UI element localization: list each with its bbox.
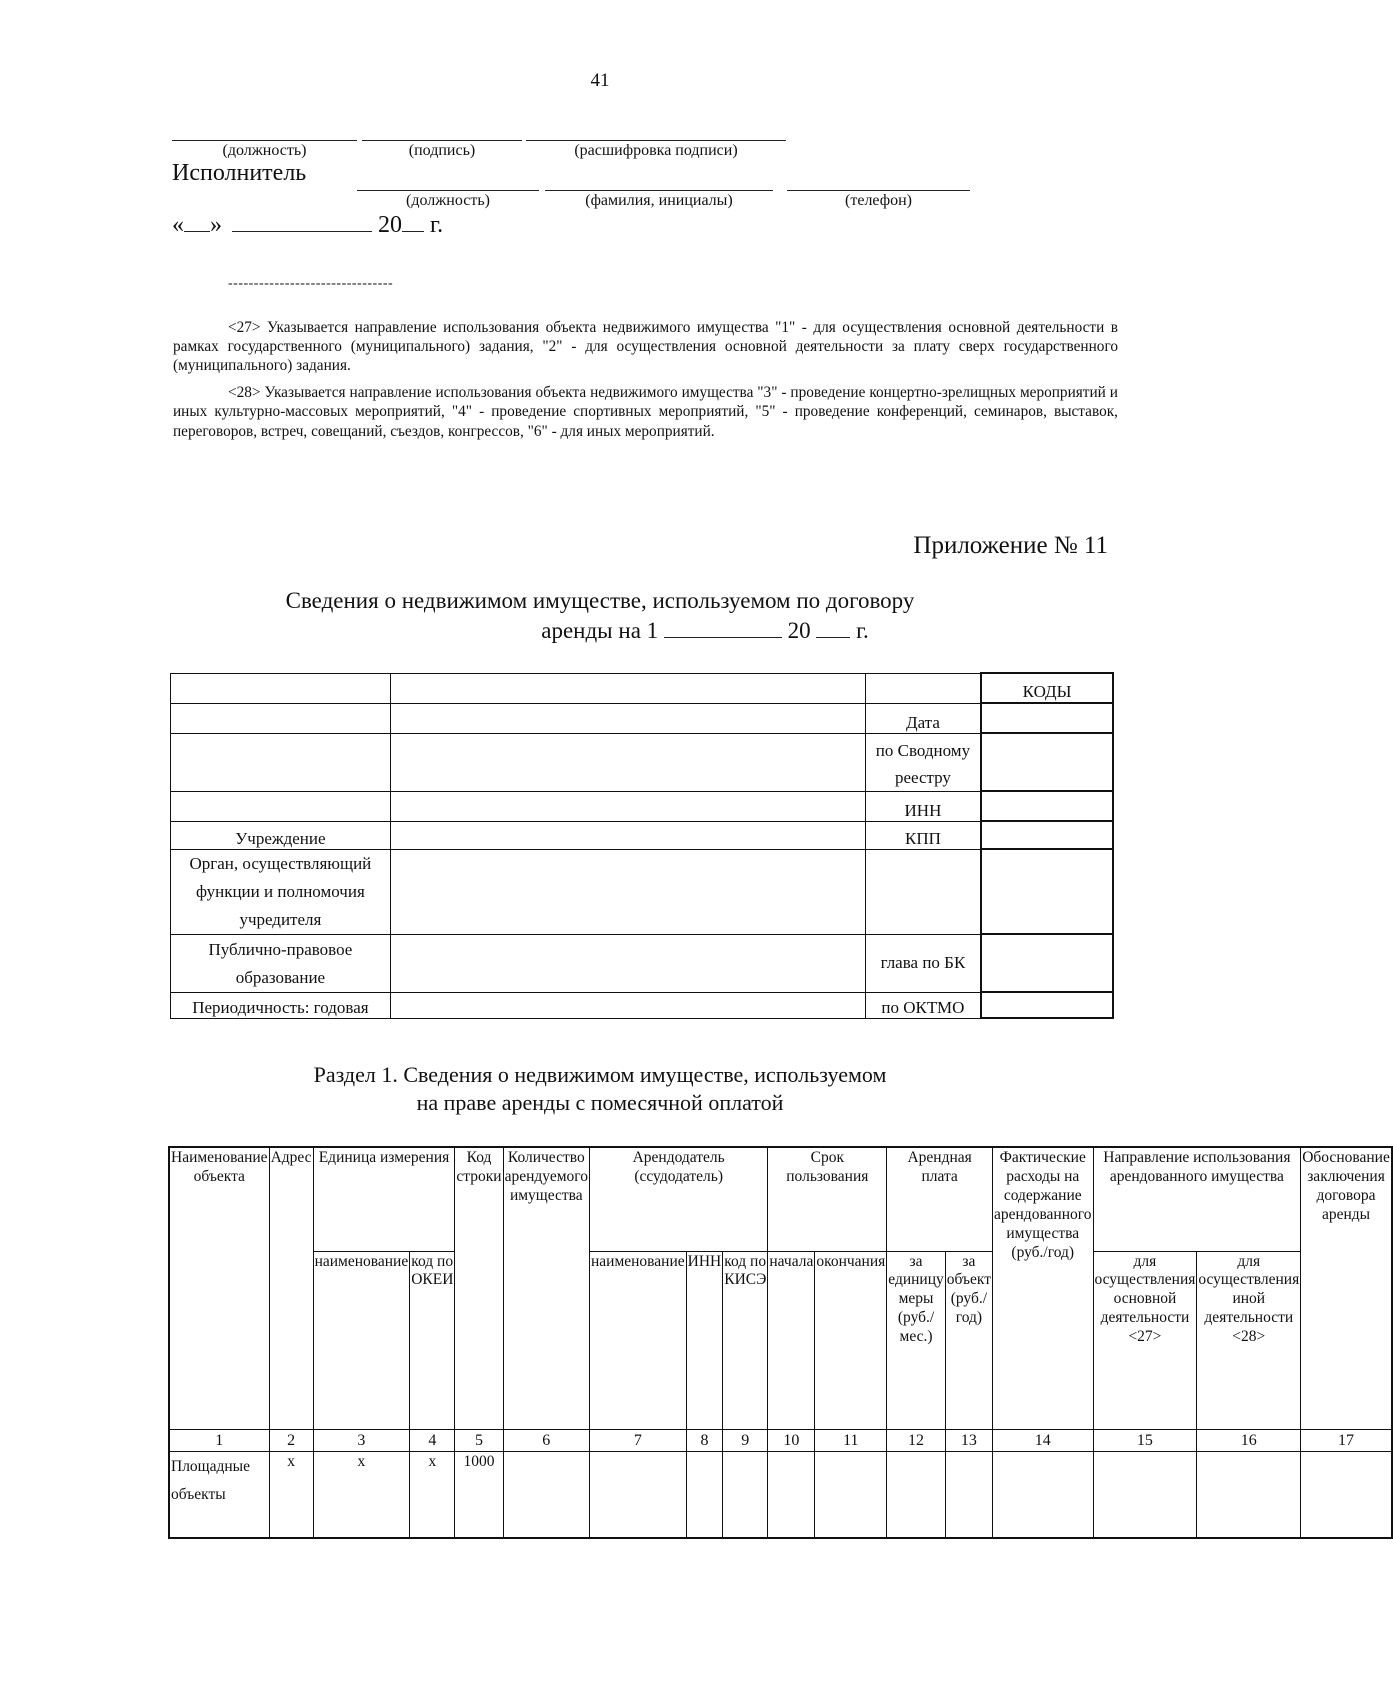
row-term-end-cell[interactable] bbox=[815, 1452, 887, 1538]
position-line bbox=[172, 140, 357, 141]
founder-code-cell[interactable] bbox=[981, 849, 1113, 934]
column-numbers-row bbox=[169, 1429, 1392, 1452]
col-qty-header: Количество арендуемого имущества bbox=[503, 1147, 589, 1429]
col-number: 5 bbox=[455, 1429, 503, 1452]
col-number: 4 bbox=[410, 1429, 455, 1452]
col-unit-name-header: наименование bbox=[313, 1251, 410, 1429]
col-number: 7 bbox=[589, 1429, 686, 1452]
registry-label: по Сводному реестру bbox=[865, 733, 981, 791]
public-entity-label: Публично-правовое образование bbox=[171, 934, 391, 992]
col-name-header: Наименование объекта bbox=[169, 1147, 269, 1429]
col-number: 10 bbox=[768, 1429, 815, 1452]
col-kise-header: код по КИСЭ bbox=[723, 1251, 768, 1429]
periodicity-label: Периодичность: годовая bbox=[171, 992, 391, 1018]
signature-line bbox=[362, 140, 522, 141]
col-number: 14 bbox=[993, 1429, 1094, 1452]
founder-label: Орган, осуществляющий функции и полномочия учредителя bbox=[171, 849, 391, 934]
year-blank bbox=[402, 213, 424, 232]
footnote-28: <28> Указывается направление использования объекта недвижимого имущества "3" - проведение концертно-зрелищных мероприятий и иных культурно-массовых мероприятий, "4" - проведение спортивных мероприятий, "5" - проведение конференций, семинаров, выставок, переговоров, встреч, совещаний, съездов, конгрессов, "6" - для иных мероприятий. bbox=[173, 384, 1118, 440]
col-lessor-header: Арендодатель (ссудодатель) bbox=[589, 1147, 767, 1251]
col-inn-header: ИНН bbox=[686, 1251, 723, 1429]
institution-label: Учреждение bbox=[171, 821, 391, 849]
table-row bbox=[169, 1452, 1392, 1538]
col-number: 13 bbox=[945, 1429, 992, 1452]
footnote-separator: -------------------------------- bbox=[228, 276, 394, 291]
institution-field[interactable] bbox=[390, 821, 865, 849]
caption-position: (должность) bbox=[222, 142, 307, 159]
col-dir-main-header: для осуществления основной деятельности <27> bbox=[1093, 1251, 1197, 1429]
col-address-header: Адрес bbox=[269, 1147, 313, 1429]
kpp-code-cell[interactable] bbox=[981, 821, 1113, 849]
date-code-cell[interactable] bbox=[981, 703, 1113, 733]
row-dir-other-cell[interactable] bbox=[1197, 1452, 1301, 1538]
title-date-blank bbox=[664, 617, 782, 638]
rent-table bbox=[168, 1146, 1393, 1539]
row-inn-cell[interactable] bbox=[686, 1452, 723, 1538]
date-year-suffix: г. bbox=[430, 212, 444, 238]
bk-code-cell[interactable] bbox=[981, 934, 1113, 992]
col-unit-code-header: код по ОКЕИ bbox=[410, 1251, 455, 1429]
row-kise-cell[interactable] bbox=[723, 1452, 768, 1538]
col-term-start-header: начала bbox=[768, 1251, 815, 1429]
row-basis-cell[interactable] bbox=[1301, 1452, 1392, 1538]
row-term-start-cell[interactable] bbox=[768, 1452, 815, 1538]
exec-position-line bbox=[357, 190, 539, 191]
page-number: 41 bbox=[590, 70, 610, 91]
inn-code-cell[interactable] bbox=[981, 791, 1113, 821]
col-number: 9 bbox=[723, 1429, 768, 1452]
row-dir-main-cell[interactable] bbox=[1093, 1452, 1197, 1538]
row-name: Площадные объекты bbox=[169, 1452, 269, 1538]
exec-name-line bbox=[545, 190, 773, 191]
col-term-end-header: окончания bbox=[815, 1251, 887, 1429]
col-lessor-name-header: наименование bbox=[589, 1251, 686, 1429]
col-number: 11 bbox=[815, 1429, 887, 1452]
section-title-line1: Раздел 1. Сведения о недвижимом имуществе, используемом bbox=[313, 1062, 887, 1087]
section-title bbox=[0, 1061, 1200, 1117]
footnotes bbox=[173, 318, 1118, 449]
col-number: 1 bbox=[169, 1429, 269, 1452]
oktmo-code-cell[interactable] bbox=[981, 992, 1113, 1018]
col-number: 8 bbox=[686, 1429, 723, 1452]
col-number: 16 bbox=[1197, 1429, 1301, 1452]
row-unit-name: х bbox=[313, 1452, 410, 1538]
day-blank bbox=[184, 213, 210, 232]
row-lessor-name-cell[interactable] bbox=[589, 1452, 686, 1538]
appendix-label: Приложение № 11 bbox=[913, 532, 1108, 559]
form-title bbox=[0, 586, 1200, 646]
col-unit-header: Единица измерения bbox=[313, 1147, 455, 1251]
kpp-label: КПП bbox=[865, 821, 981, 849]
date-year: 20 bbox=[378, 212, 402, 238]
date-label: Дата bbox=[865, 703, 981, 733]
month-blank bbox=[232, 213, 372, 232]
registry-code-cell[interactable] bbox=[981, 733, 1113, 791]
registry-value-field[interactable] bbox=[390, 733, 865, 791]
inn-label: ИНН bbox=[865, 791, 981, 821]
inn-value-field[interactable] bbox=[390, 791, 865, 821]
phone-line bbox=[787, 190, 970, 191]
col-rent-object-header: за объект (руб./год) bbox=[945, 1251, 992, 1429]
caption-exec-name: (фамилия, инициалы) bbox=[585, 192, 733, 209]
header-table bbox=[170, 672, 1114, 1019]
caption-decode: (расшифровка подписи) bbox=[574, 142, 738, 159]
bk-label: глава по БК bbox=[865, 934, 981, 992]
form-title-line1: Сведения о недвижимом имуществе, используемом по договору bbox=[285, 588, 915, 613]
title-year-blank bbox=[816, 617, 850, 638]
date-value-field[interactable] bbox=[390, 703, 865, 733]
public-entity-field[interactable] bbox=[390, 934, 865, 992]
row-qty-cell[interactable] bbox=[503, 1452, 589, 1538]
row-actual-cell[interactable] bbox=[993, 1452, 1094, 1538]
col-number: 15 bbox=[1093, 1429, 1197, 1452]
col-basis-header: Обоснование заключения договора аренды bbox=[1301, 1147, 1392, 1429]
footnote-27: <27> Указывается направление использования объекта недвижимого имущества "1" - для осуществления основной деятельности в рамках государственного (муниципального) задания, "2" - для осуществления основной деятельности за плату сверх государственного (муниципального) задания. bbox=[173, 319, 1118, 375]
date-open-quote: « bbox=[172, 212, 184, 238]
row-unit-code: х bbox=[410, 1452, 455, 1538]
form-title-line2: аренды на 1 20 г. bbox=[541, 618, 869, 643]
row-line-code: 1000 bbox=[455, 1452, 503, 1538]
col-number: 17 bbox=[1301, 1429, 1392, 1452]
section-title-line2: на праве аренды с помесячной оплатой bbox=[416, 1090, 784, 1115]
oktmo-label: по ОКТМО bbox=[865, 992, 981, 1018]
col-dir-other-header: для осуществления иной деятельности <28> bbox=[1197, 1251, 1301, 1429]
founder-field[interactable] bbox=[390, 849, 865, 934]
codes-header: КОДЫ bbox=[981, 673, 1113, 703]
row-address: х bbox=[269, 1452, 313, 1538]
col-number: 6 bbox=[503, 1429, 589, 1452]
executor-label: Исполнитель bbox=[172, 160, 307, 186]
col-actual-header: Фактические расходы на содержание арендованного имущества (руб./год) bbox=[993, 1147, 1094, 1429]
caption-signature: (подпись) bbox=[408, 142, 476, 159]
col-term-header: Срок пользования bbox=[768, 1147, 887, 1251]
date-line bbox=[172, 212, 443, 239]
row-rent-unit-cell[interactable] bbox=[887, 1452, 945, 1538]
col-rent-header: Арендная плата bbox=[887, 1147, 993, 1251]
col-number: 3 bbox=[313, 1429, 410, 1452]
col-number: 12 bbox=[887, 1429, 945, 1452]
date-close-quote: » bbox=[210, 212, 222, 238]
decode-line bbox=[526, 140, 786, 141]
col-direction-header: Направление использования арендованного имущества bbox=[1093, 1147, 1301, 1251]
caption-exec-position: (должность) bbox=[406, 192, 490, 209]
col-number: 2 bbox=[269, 1429, 313, 1452]
col-line-code-header: Код строки bbox=[455, 1147, 503, 1429]
row-rent-object-cell[interactable] bbox=[945, 1452, 992, 1538]
caption-phone: (телефон) bbox=[845, 192, 912, 209]
col-rent-unit-header: за единицу меры (руб./мес.) bbox=[887, 1251, 945, 1429]
